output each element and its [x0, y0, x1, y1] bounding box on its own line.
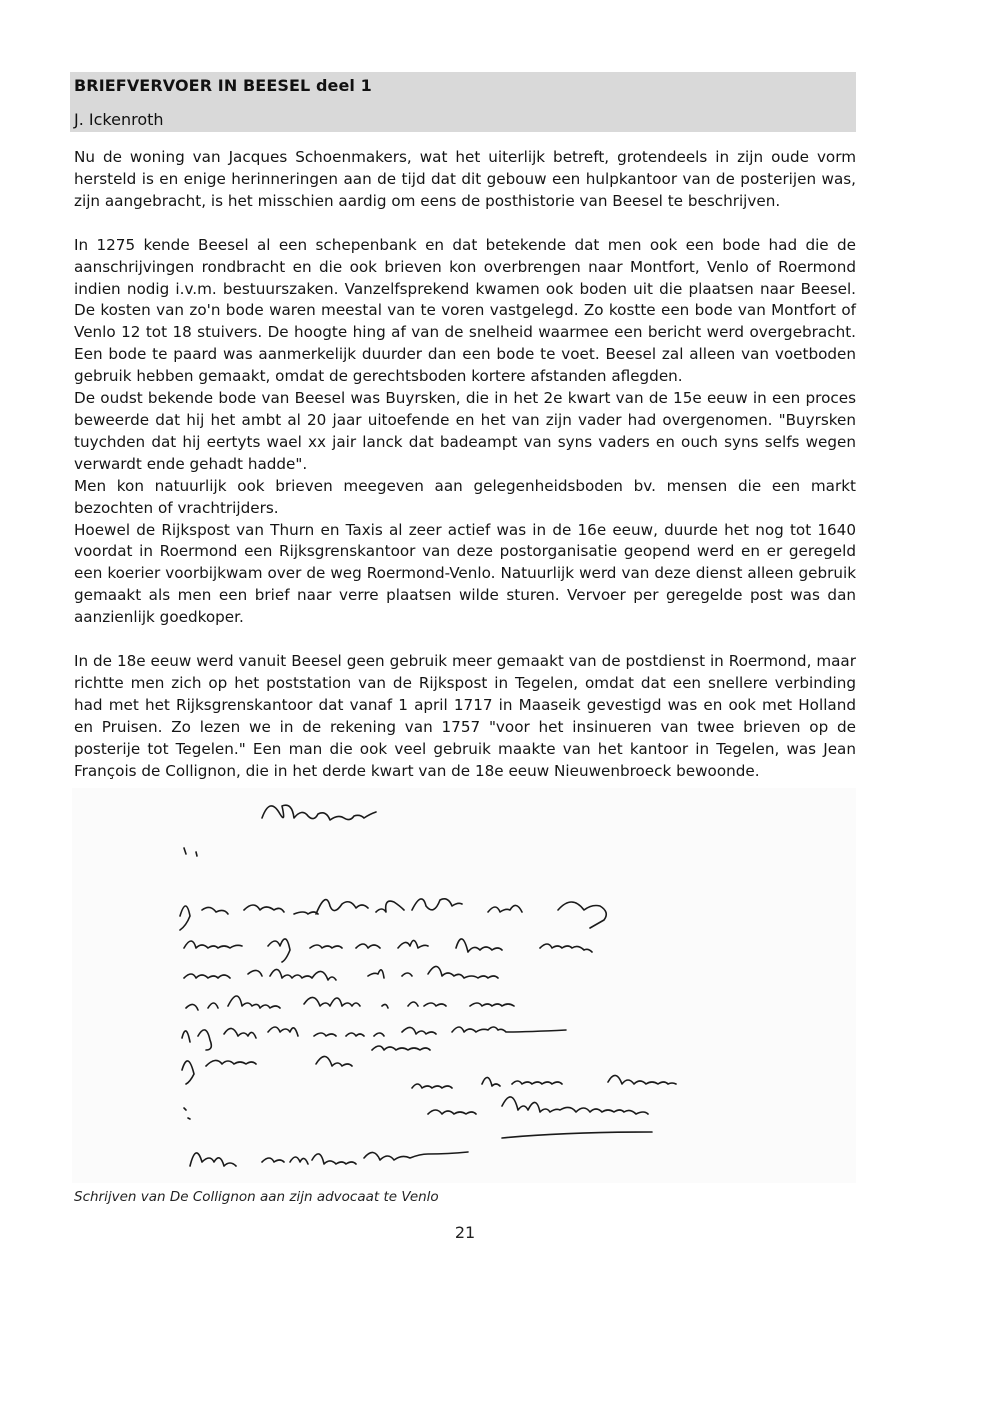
article-body — [74, 147, 856, 782]
paragraph: De oudst bekende bode van Beesel was Buyrsken, die in het 2e kwart van de 15e eeuw in een proces beweerde dat hij het ambt al 20 jaar uitoefende en het van zijn vader had overgenomen. "Buyrsken tuychden dat hij eertyts wael xx jair lanck dat badeampt van syns vaders en ouch syns selfs wegen verwardt ende gehadt hadde". — [74, 389, 856, 473]
paragraph: In de 18e eeuw werd vanuit Beesel geen gebruik meer gemaakt van de postdienst in Roermond, maar richtte men zich op het poststation van de Rijkspost in Tegelen, omdat dat een snellere verbinding had met het Rijksgrenskantoor dat vanaf 1 april 1717 in Maaseik gevestigd was en ook met Holland en Pruisen. Zo lezen we in de rekening van 1757 "voor het insinueren van twee brieven op de posterije tot Tegelen." Een man die ook veel gebruik maakte van het kantoor in Tegelen, was Jean François de Collignon, die in het derde kwart van de 18e eeuw Nieuwenbroeck bewoonde. — [74, 652, 856, 780]
page-number: 21 — [454, 1223, 476, 1242]
handwritten-letter-image — [72, 788, 856, 1183]
article-title: BRIEFVERVOER IN BEESEL deel 1 — [74, 76, 372, 95]
handwriting-scan — [72, 788, 856, 1183]
paragraph: Nu de woning van Jacques Schoenmakers, wat het uiterlijk betreft, grotendeels in zijn oude vorm hersteld is en enige herinneringen aan de tijd dat dit gebouw een hulpkantoor van de posterijen was, zijn aangebracht, is het misschien aardig om eens de posthistorie van Beesel te beschrijven. — [74, 148, 856, 210]
paragraph: Men kon natuurlijk ook brieven meegeven aan gelegenheidsboden bv. mensen die een markt bezochten of vrachtrijders. — [74, 476, 856, 517]
article-author: J. Ickenroth — [74, 110, 164, 129]
figure-caption: Schrijven van De Collignon aan zijn advocaat te Venlo — [74, 1189, 439, 1205]
paragraph: In 1275 kende Beesel al een schepenbank en dat betekende dat men ook een bode had die de aanschrijvingen rondbracht en die ook brieven kon overbrengen naar Montfort, Venlo of Roermond indien nodig i.v.m. bestuurszaken. Vanzelfsprekend kwamen ook boden uit die plaatsen naar Beesel. De kosten van zo'n bode waren meestal van te voren vastgelegd. Zo kostte een bode van Montfort of Venlo 12 tot 18 stuivers. De hoogte hing af van de snelheid waarmee een bericht werd overgebracht. Een bode te paard was aanmerkelijk duurder dan een bode te voet. Beesel zal alleen van voetboden gebruik hebben gemaakt, omdat de gerechtsboden kortere afstanden aflegden. — [74, 235, 856, 386]
paragraph: Hoewel de Rijkspost van Thurn en Taxis al zeer actief was in de 16e eeuw, duurde het nog tot 1640 voordat in Roermond een Rijksgrenskantoor van deze postorganisatie geopend werd en er geregeld een koerier voorbijkwam over de weg Roermond-Venlo. Natuurlijk werd van deze dienst alleen gebruik gemaakt als men een brief naar verre plaatsen wilde sturen. Vervoer per geregelde post was dan aanzienlijk goedkoper. — [74, 520, 856, 627]
